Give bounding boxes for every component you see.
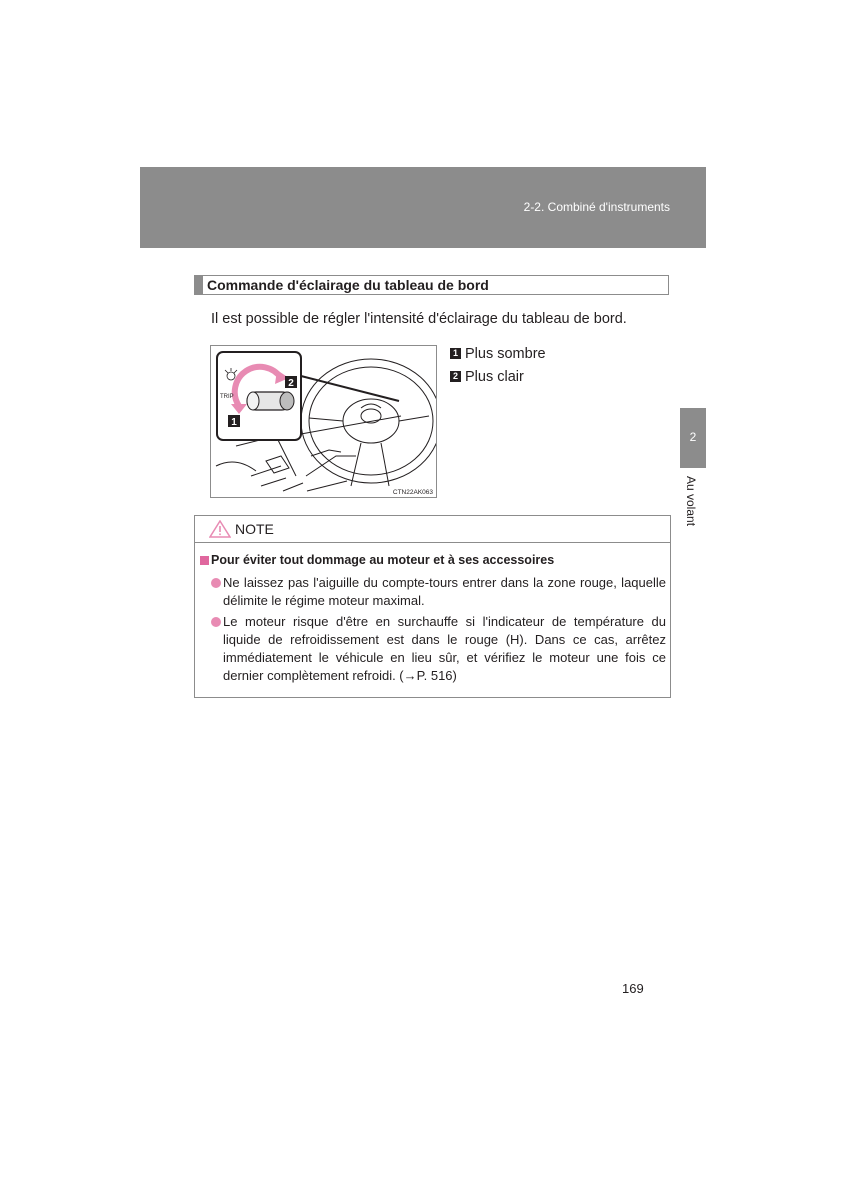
chapter-number: 2 [689, 430, 697, 444]
note-list-item [211, 613, 666, 685]
legend-text: Plus clair [465, 368, 524, 385]
note-item-text: Le moteur risque d'être en surchauffe si l'indicateur de température du liquide de refroidissement est dans le rouge (H). Dans ce cas, arrêtez immédiatement le véhicule en lieu sûr, et vérifiez le moteur une fois ce dernier complètement refroidi. (→P. 516) [223, 614, 666, 683]
figure-code: CTN22AK063 [392, 489, 433, 496]
page-number: 169 [622, 981, 644, 996]
note-label: NOTE [235, 521, 274, 537]
section-heading [194, 275, 669, 295]
circle-bullet-icon [211, 617, 221, 627]
square-bullet-icon [200, 556, 209, 565]
chapter-section-title: 2-2. Combiné d'instruments [523, 200, 670, 214]
illustration-legend [450, 342, 546, 388]
legend-number-badge: 2 [450, 371, 461, 382]
note-subheading [200, 553, 554, 567]
chapter-side-label: Au volant [684, 476, 698, 527]
legend-item [450, 342, 546, 365]
intro-paragraph: Il est possible de régler l'intensité d'éclairage du tableau de bord. [211, 311, 627, 327]
warning-triangle-icon [209, 520, 231, 538]
callout-1-number: 1 [231, 417, 237, 428]
heading-marker [195, 276, 203, 294]
knob-label: TRIP [220, 394, 234, 400]
circle-bullet-icon [211, 578, 221, 588]
legend-text: Plus sombre [465, 345, 546, 362]
note-item-text: Ne laissez pas l'aiguille du compte-tours entrer dans la zone rouge, laquelle délimite le régime moteur maximal. [223, 575, 666, 608]
chapter-side-tab [680, 408, 706, 468]
callout-2-number: 2 [288, 378, 294, 389]
note-header [195, 516, 670, 543]
chapter-header-bar [140, 167, 706, 248]
legend-item [450, 365, 546, 388]
note-subheading-text: Pour éviter tout dommage au moteur et à ses accessoires [211, 553, 555, 567]
legend-number-badge: 1 [450, 348, 461, 359]
dashboard-illustration [210, 345, 437, 498]
note-box [194, 515, 671, 698]
section-title: Commande d'éclairage du tableau de bord [207, 277, 489, 293]
note-list-item [211, 574, 666, 610]
dashboard-drawing [211, 346, 436, 497]
